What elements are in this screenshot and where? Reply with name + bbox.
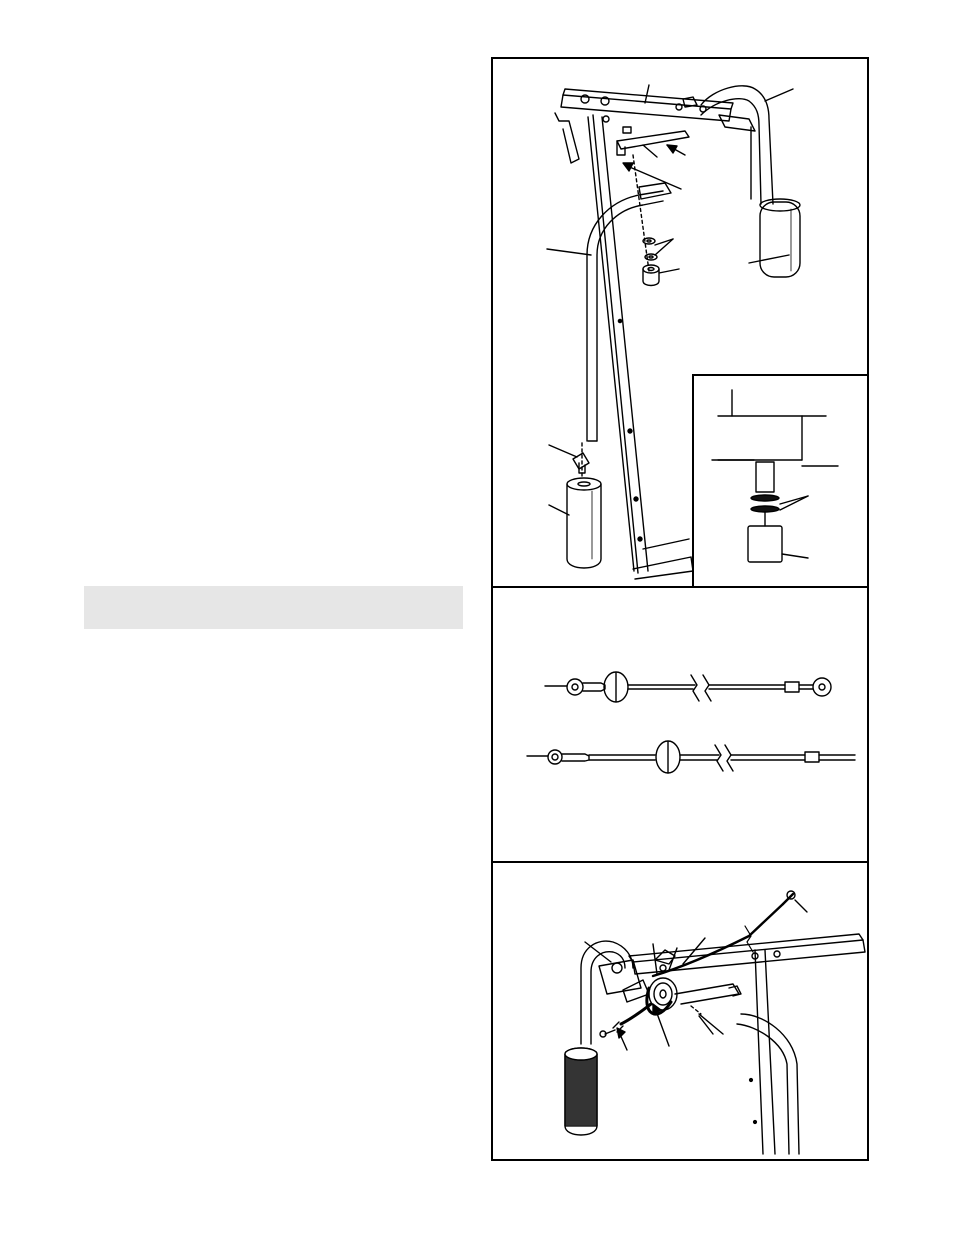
handle-frame — [581, 941, 649, 1044]
figure-divider-1 — [491, 586, 869, 588]
top-crossbar — [561, 89, 755, 131]
rear-crossbar — [629, 934, 865, 974]
section-banner — [84, 586, 463, 629]
pulley-wheel — [647, 978, 677, 1014]
right-handle-arm — [701, 86, 800, 277]
pulley-routing-illustration — [493, 864, 867, 1159]
spacer-detail-inset — [694, 376, 867, 585]
lower-rail — [675, 950, 799, 1154]
long-cable — [527, 741, 855, 773]
pulley-callouts — [585, 900, 807, 1050]
left-foam-pad — [567, 443, 601, 568]
frame-uprights — [555, 113, 693, 579]
short-cable — [545, 672, 831, 702]
pulley-foam-pad — [565, 1048, 597, 1135]
pivot-bracket — [617, 127, 689, 157]
section-banner-label — [84, 586, 463, 610]
left-handle-arm — [587, 183, 671, 441]
washer-stack — [751, 495, 779, 526]
figure-divider-2 — [491, 861, 869, 863]
cables-illustration — [493, 589, 867, 859]
